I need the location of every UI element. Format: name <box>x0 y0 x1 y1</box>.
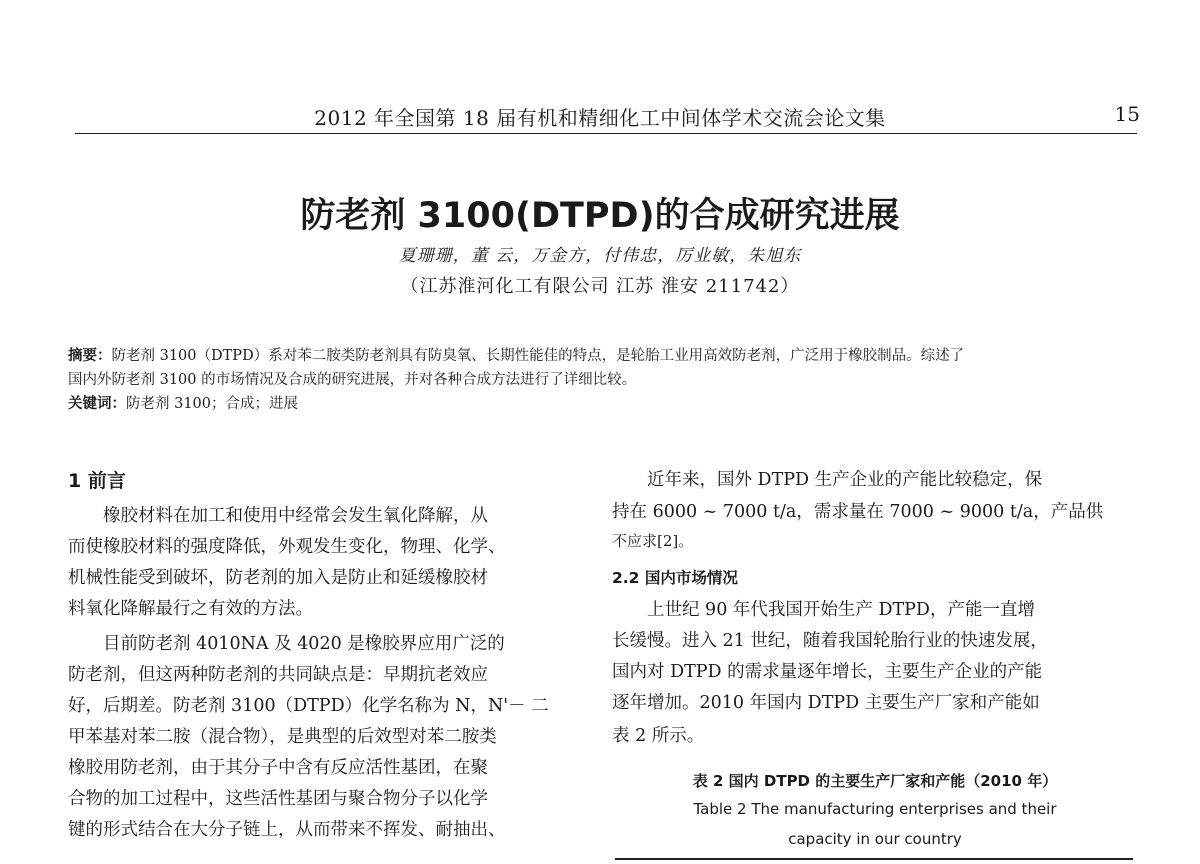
table-caption-cn: 表 2 国内 DTPD 的主要生产厂家和产能（2010 年） <box>692 772 1058 790</box>
paper-affiliation: （江苏淮河化工有限公司 江苏 淮安 211742） <box>400 276 800 297</box>
abstract-label: 摘要： <box>68 348 112 364</box>
body-line: 合物的加工过程中，这些活性基团与聚合物分子以化学 <box>68 789 488 809</box>
subsection-heading-domestic: 2.2 国内市场情况 <box>612 569 738 587</box>
section-heading-intro: 1 前言 <box>68 470 126 492</box>
body-line: 防老剂，但这两种防老剂的共同缺点是：早期抗老效应 <box>68 665 488 685</box>
body-line: 橡胶材料在加工和使用中经常会发生氧化降解，从 <box>68 506 488 526</box>
running-header-title: 2012 年全国第 18 届有机和精细化工中间体学术交流会论文集 <box>314 106 886 130</box>
body-line: 而使橡胶材料的强度降低，外观发生变化，物理、化学、 <box>68 537 506 557</box>
header-rule <box>75 133 1137 134</box>
body-line: 料氧化降解最行之有效的方法。 <box>68 599 313 619</box>
keywords-text: 防老剂 3100；合成；进展 <box>126 396 299 412</box>
body-line: 上世纪 90 年代我国开始生产 DTPD，产能一直增 <box>612 600 1035 620</box>
table-caption-en-line2: capacity in our country <box>788 830 962 848</box>
body-line: 表 2 所示。 <box>612 726 705 746</box>
body-line: 长缓慢。进入 21 世纪，随着我国轮胎行业的快速发展， <box>612 631 1048 651</box>
body-line: 好，后期差。防老剂 3100（DTPD）化学名称为 N，N'－ 二 <box>68 696 549 716</box>
body-line: 键的形式结合在大分子链上，从而带来不挥发、耐抽出、 <box>68 820 506 838</box>
abstract-line-2: 国内外防老剂 3100 的市场情况及合成的研究进展，并对各种合成方法进行了详细比较。 <box>68 372 637 388</box>
body-line: 逐年增加。2010 年国内 DTPD 主要生产厂家和产能如 <box>612 693 1040 713</box>
table-top-rule <box>615 858 1133 860</box>
body-line: 近年来，国外 DTPD 生产企业的产能比较稳定，保 <box>612 470 1043 490</box>
abstract-block <box>68 344 1138 416</box>
keywords-line <box>68 392 1138 416</box>
body-line: 不应求[2]。 <box>612 532 694 550</box>
keywords-label: 关键词： <box>68 396 126 412</box>
paper-authors: 夏珊珊，董 云，万金方，付伟忠，厉业敏，朱旭东 <box>398 246 802 266</box>
body-line: 持在 6000 ~ 7000 t/a，需求量在 7000 ~ 9000 t/a，产品供 <box>612 502 1104 522</box>
abstract-line-1 <box>68 344 1138 368</box>
abstract-text-1: 防老剂 3100（DTPD）系对苯二胺类防老剂具有防臭氧、长期性能佳的特点，是轮胎工业用高效防老剂，广泛用于橡胶制品。综述了 <box>111 348 965 364</box>
body-line: 橡胶用防老剂，由于其分子中含有反应活性基团，在聚 <box>68 758 488 778</box>
body-line: 目前防老剂 4010NA 及 4020 是橡胶界应用广泛的 <box>68 634 505 654</box>
table-caption-en: Table 2 The manufacturing enterprises and their <box>693 800 1057 818</box>
body-line: 甲苯基对苯二胺（混合物），是典型的后效型对苯二胺类 <box>68 727 497 747</box>
page-number: 15 <box>1114 102 1140 126</box>
body-line: 机械性能受到破坏，防老剂的加入是防止和延缓橡胶材 <box>68 568 488 588</box>
paper-title: 防老剂 3100(DTPD)的合成研究进展 <box>300 196 900 236</box>
body-line: 国内对 DTPD 的需求量逐年增长，主要生产企业的产能 <box>612 662 1043 682</box>
